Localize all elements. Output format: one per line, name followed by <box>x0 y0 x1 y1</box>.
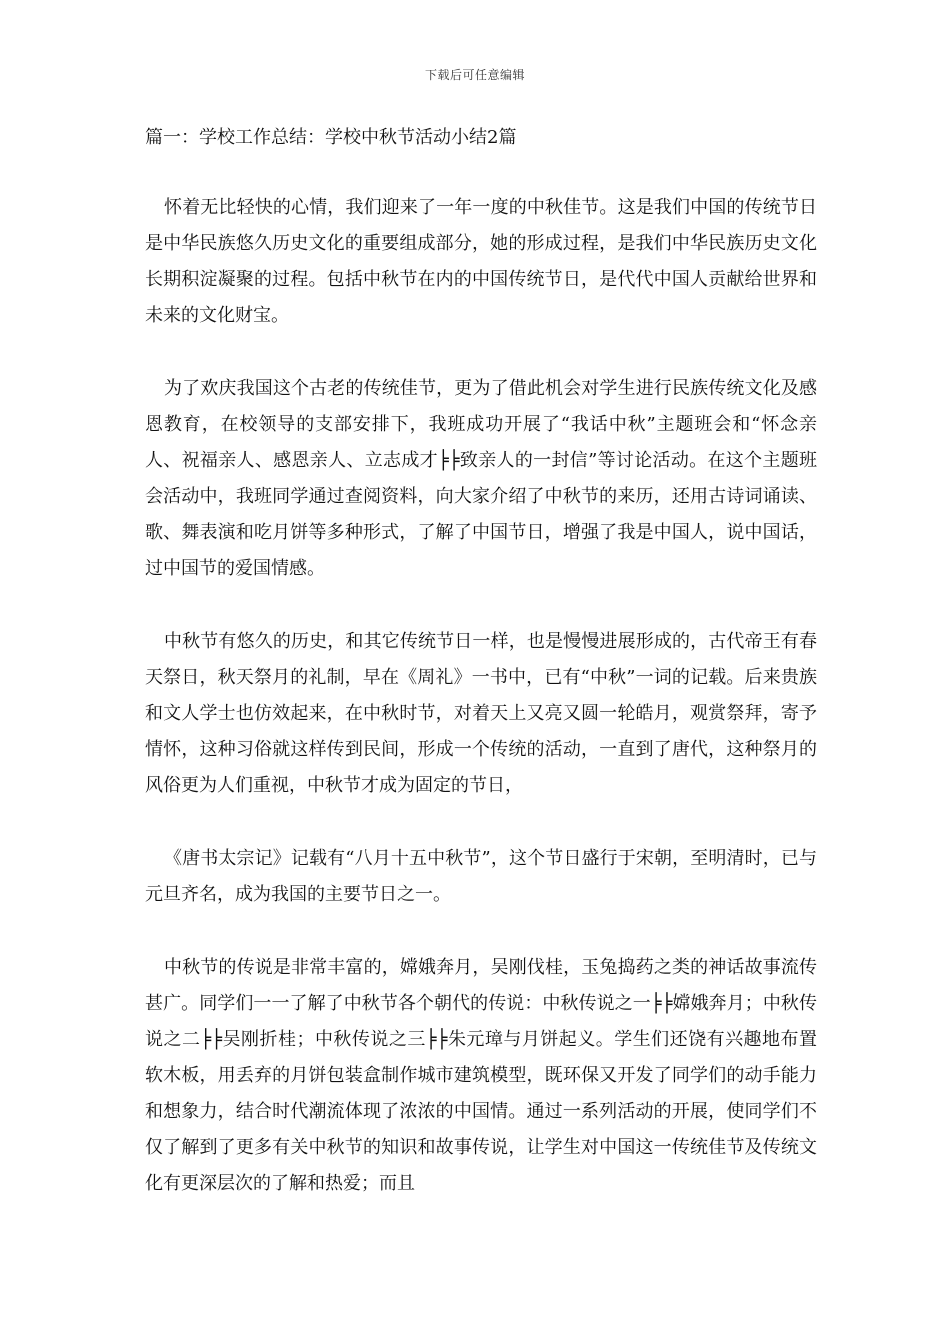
header-note: 下载后可任意编辑 <box>424 68 525 82</box>
paragraph-5: 中秋节的传说是非常丰富的，嫦娥奔月，吴刚伐桂，玉兔捣药之类的神话故事流传甚广。同学们一一了解了中秋节各个朝代的传说：中秋传说之一╞╞嫦娥奔月；中秋传说之二╞╞吴刚折桂；中秋传说之三╞╞朱元璋与月饼起义。学生们还饶有兴趣地布置软木板，用丢弃的月饼包装盒制作城市建筑模型，既环保又开发了同学们的动手能力和想象力，结合时代潮流体现了浓浓的中国情。通过一系列活动的开展，使同学们不仅了解到了更多有关中秋节的知识和故事传说，让学生对中国这一传统佳节及传统文化有更深层次的了解和热爱；而且 <box>145 957 817 1194</box>
paragraph-4: 《唐书太宗记》记载有“八月十五中秋节”，这个节日盛行于宋朝，至明清时，已与元旦齐名，成为我国的主要节日之一。 <box>145 848 817 905</box>
document-title: 篇一：学校工作总结：学校中秋节活动小结2篇 <box>145 127 517 148</box>
document-body <box>145 190 817 1239</box>
paragraph-2: 为了欢庆我国这个古老的传统佳节，更为了借此机会对学生进行民族传统文化及感恩教育，在校领导的支部安排下，我班成功开展了“我话中秋”主题班会和“怀念亲人、祝福亲人、感恩亲人、立志成才╞╞致亲人的一封信”等讨论活动。在这个主题班会活动中，我班同学通过查阅资料，向大家介绍了中秋节的来历，还用古诗词诵读、歌、舞表演和吃月饼等多种形式，了解了中国节日，增强了我是中国人，说中国话，过中国节的爱国情感。 <box>145 378 817 579</box>
paragraph-1: 怀着无比轻快的心情，我们迎来了一年一度的中秋佳节。这是我们中国的传统节日是中华民族悠久历史文化的重要组成部分，她的形成过程，是我们中华民族历史文化长期积淀凝聚的过程。包括中秋节在内的中国传统节日，是代代中国人贡献给世界和未来的文化财宝。 <box>145 197 817 326</box>
paragraph-3: 中秋节有悠久的历史，和其它传统节日一样，也是慢慢进展形成的，古代帝王有春天祭日，秋天祭月的礼制，早在《周礼》一书中，已有“中秋”一词的记载。后来贵族和文人学士也仿效起来，在中秋时节，对着天上又亮又圆一轮皓月，观赏祭拜，寄予情怀，这种习俗就这样传到民间，形成一个传统的活动，一直到了唐代，这种祭月的风俗更为人们重视，中秋节才成为固定的节日， <box>145 631 817 796</box>
